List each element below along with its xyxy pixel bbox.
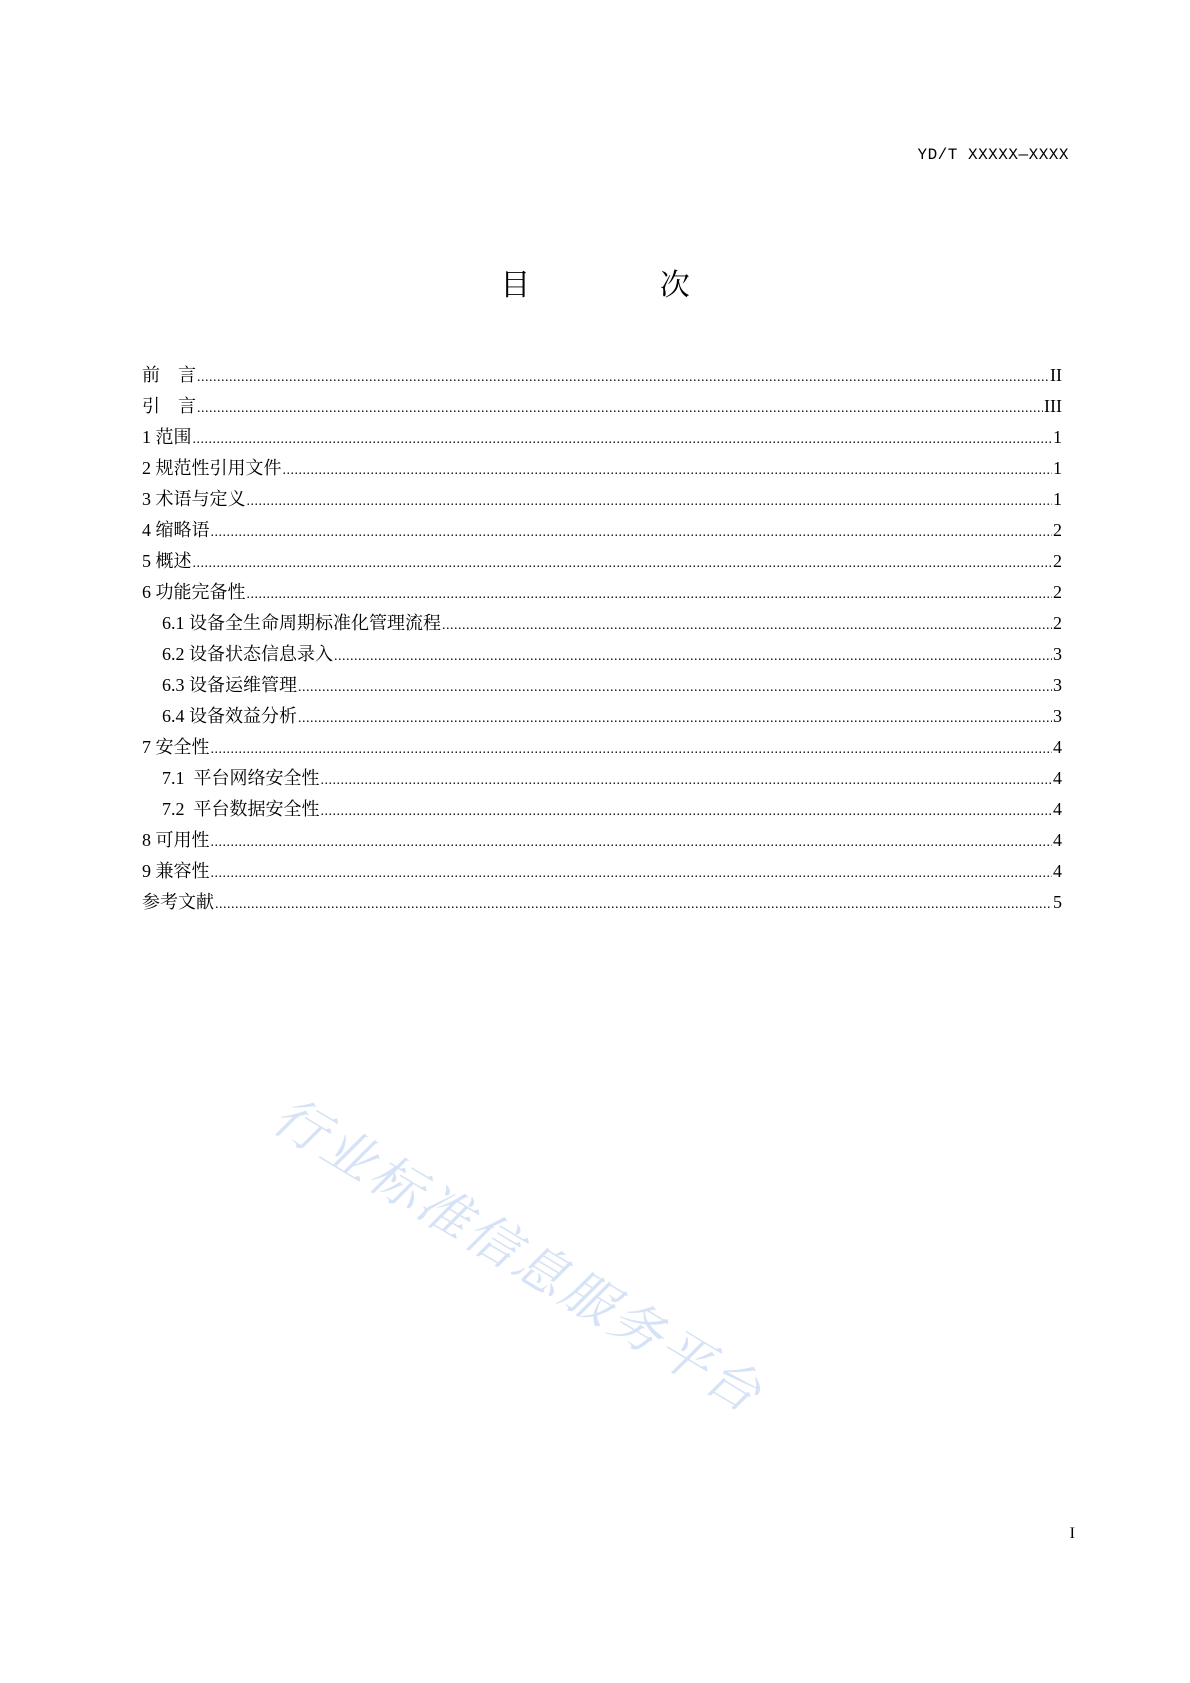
- page-title: 目 次: [500, 268, 750, 303]
- toc-leader-dots: [215, 889, 1052, 920]
- toc-leader-dots: [211, 734, 1053, 765]
- toc-entry-page: 3: [1053, 706, 1062, 726]
- toc-entry-6-1[interactable]: [142, 608, 1062, 639]
- toc-leader-dots: [321, 796, 1053, 827]
- toc-entry-page: 1: [1053, 489, 1062, 509]
- toc-entry-label: 参考文献: [142, 892, 214, 912]
- toc-leader-dots: [197, 362, 1049, 393]
- toc-leader-dots: [193, 424, 1053, 455]
- toc-entry-page: 4: [1053, 861, 1062, 881]
- toc-entry-label: 1 范围: [142, 427, 192, 447]
- toc-entry-label: 6.1 设备全生命周期标准化管理流程: [162, 613, 441, 633]
- toc-entry-label: 引 言: [142, 396, 196, 416]
- toc-entry-label: 3 术语与定义: [142, 489, 246, 509]
- toc-entry-page: 3: [1053, 675, 1062, 695]
- toc-entry-page: 1: [1053, 458, 1062, 478]
- toc-entry-page: III: [1044, 396, 1062, 416]
- toc-leader-dots: [442, 610, 1052, 641]
- toc-entry-page: 3: [1053, 644, 1062, 664]
- toc-leader-dots: [298, 703, 1052, 734]
- toc-entry-page: 2: [1053, 520, 1062, 540]
- toc-entry-4[interactable]: [142, 515, 1062, 546]
- toc-entry-page: 2: [1053, 582, 1062, 602]
- table-of-contents: [142, 360, 1062, 918]
- toc-entry-page: 1: [1053, 427, 1062, 447]
- toc-entry-references[interactable]: [142, 887, 1062, 918]
- toc-entry-page: 4: [1053, 768, 1062, 788]
- toc-entry-label: 9 兼容性: [142, 861, 210, 881]
- toc-entry-8[interactable]: [142, 825, 1062, 856]
- toc-entry-foreword[interactable]: [142, 360, 1062, 391]
- page-number: I: [1069, 1525, 1075, 1542]
- toc-leader-dots: [334, 641, 1052, 672]
- toc-entry-2[interactable]: [142, 453, 1062, 484]
- toc-leader-dots: [247, 579, 1053, 610]
- toc-entry-label: 6.3 设备运维管理: [162, 675, 297, 695]
- toc-entry-7[interactable]: [142, 732, 1062, 763]
- toc-entry-label: 6 功能完备性: [142, 582, 246, 602]
- toc-entry-6-2[interactable]: [142, 639, 1062, 670]
- toc-entry-page: 2: [1053, 613, 1062, 633]
- toc-entry-3[interactable]: [142, 484, 1062, 515]
- document-code: YD/T XXXXX—XXXX: [917, 146, 1069, 164]
- toc-leader-dots: [211, 858, 1053, 889]
- toc-entry-page: 4: [1053, 737, 1062, 757]
- toc-entry-5[interactable]: [142, 546, 1062, 577]
- toc-leader-dots: [211, 517, 1053, 548]
- toc-leader-dots: [193, 548, 1053, 579]
- toc-entry-6-4[interactable]: [142, 701, 1062, 732]
- toc-entry-7-1[interactable]: [142, 763, 1062, 794]
- toc-entry-label: 前 言: [142, 365, 196, 385]
- toc-leader-dots: [197, 393, 1043, 424]
- toc-leader-dots: [247, 486, 1053, 517]
- toc-entry-9[interactable]: [142, 856, 1062, 887]
- toc-leader-dots: [321, 765, 1053, 796]
- toc-entry-label: 6.4 设备效益分析: [162, 706, 297, 726]
- toc-entry-label: 4 缩略语: [142, 520, 210, 540]
- toc-leader-dots: [298, 672, 1052, 703]
- toc-entry-page: 4: [1053, 830, 1062, 850]
- toc-entry-label: 5 概述: [142, 551, 192, 571]
- toc-entry-6[interactable]: [142, 577, 1062, 608]
- watermark: 行业标准信息服务平台: [262, 1086, 774, 1427]
- toc-entry-6-3[interactable]: [142, 670, 1062, 701]
- toc-entry-label: 7.2 平台数据安全性: [162, 799, 320, 819]
- toc-leader-dots: [283, 455, 1053, 486]
- toc-entry-page: 5: [1053, 892, 1062, 912]
- toc-entry-label: 8 可用性: [142, 830, 210, 850]
- toc-entry-page: II: [1050, 365, 1062, 385]
- toc-entry-introduction[interactable]: [142, 391, 1062, 422]
- toc-entry-label: 7.1 平台网络安全性: [162, 768, 320, 788]
- toc-entry-7-2[interactable]: [142, 794, 1062, 825]
- toc-entry-page: 2: [1053, 551, 1062, 571]
- toc-entry-1[interactable]: [142, 422, 1062, 453]
- toc-entry-label: 2 规范性引用文件: [142, 458, 282, 478]
- toc-entry-label: 7 安全性: [142, 737, 210, 757]
- toc-entry-label: 6.2 设备状态信息录入: [162, 644, 333, 664]
- toc-leader-dots: [211, 827, 1053, 858]
- toc-entry-page: 4: [1053, 799, 1062, 819]
